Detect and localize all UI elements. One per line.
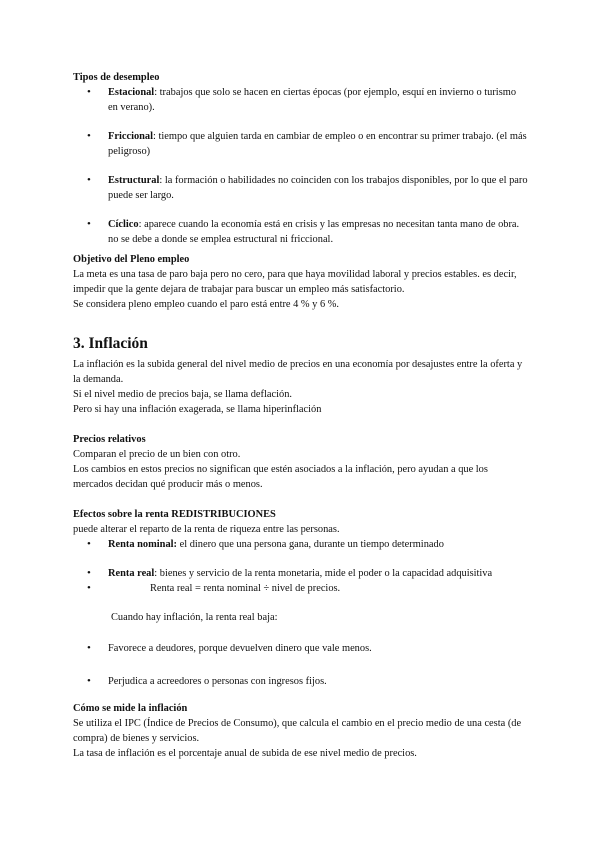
paragraph: Comparan el precio de un bien con otro. [73, 449, 241, 460]
term: Estructural [108, 175, 160, 186]
term: Estacional [108, 87, 155, 98]
document-page [73, 70, 528, 761]
term: Renta real [108, 568, 155, 579]
consequence: Favorece a deudores, porque devuelven dinero que vale menos. [108, 643, 372, 654]
paragraph: La tasa de inflación es el porcentaje anual de subida de ese nivel medio de precios. [73, 748, 417, 759]
paragraph: La meta es una tasa de paro baja pero no cero, para que haya movilidad laboral y precios estables. es decir, impedir que la gente dejara de trabajar para buscar un empleo más satisfactorio. [73, 269, 517, 295]
definition: : tiempo que alguien tarda en cambiar de empleo o en encontrar su primer trabajo. (el más peligroso) [108, 131, 527, 157]
paragraph: Se utiliza el IPC (Índice de Precios de Consumo), que calcula el cambio en el precio medio de una cesta (de compra) de bienes y servicios. [73, 718, 522, 744]
list-item [73, 641, 528, 656]
paragraph: La inflación es la subida general del nivel medio de precios en una economía por desajustes entre la oferta y la demanda. [73, 359, 523, 385]
spacer [73, 115, 528, 129]
paragraph: Si el nivel medio de precios baja, se llama deflación. [73, 389, 292, 400]
list-item [73, 85, 528, 115]
term: Renta nominal: [108, 539, 177, 550]
spacer [73, 552, 528, 566]
heading-medicion: Cómo se mide la inflación [73, 703, 188, 714]
definition: : bienes y servicio de la renta monetaria, mide el poder o la capacidad adquisitiva [154, 568, 493, 579]
spacer [73, 203, 528, 217]
definition: el dinero que una persona gana, durante un tiempo determinado [177, 539, 444, 550]
consequence: Perjudica a acreedores o personas con ingresos fijos. [108, 676, 327, 687]
efectos-list [73, 537, 528, 596]
list-item [73, 537, 528, 552]
definition: : trabajos que solo se hacen en ciertas épocas (por ejemplo, esquí en invierno o turismo en verano). [108, 87, 517, 113]
term: Friccional [108, 131, 154, 142]
heading-efectos-renta: Efectos sobre la renta REDISTRIBUCIONES [73, 509, 276, 520]
formula: Renta real = renta nominal ÷ nivel de precios. [150, 583, 341, 594]
list-item [73, 173, 528, 203]
section-title-inflacion: 3. Inflación [73, 335, 148, 352]
definition: : la formación o habilidades no coinciden con los trabajos disponibles, por lo que el paro puede ser largo. [108, 175, 528, 201]
desempleo-list [73, 85, 528, 247]
paragraph: Pero si hay una inflación exagerada, se llama hiperinflación [73, 404, 322, 415]
spacer [73, 159, 528, 173]
paragraph: puede alterar el reparto de la renta de riqueza entre las personas. [73, 524, 340, 535]
spacer [73, 656, 528, 674]
heading-precios-relativos: Precios relativos [73, 434, 146, 445]
consequences-list [73, 641, 528, 689]
heading-tipos-desempleo: Tipos de desempleo [73, 72, 160, 83]
paragraph: Se considera pleno empleo cuando el paro está entre 4 % y 6 %. [73, 299, 340, 310]
list-item [73, 674, 528, 689]
list-item [73, 129, 528, 159]
list-item [73, 217, 528, 247]
heading-pleno-empleo: Objetivo del Pleno empleo [73, 254, 190, 265]
term: Cíclico [108, 219, 139, 230]
definition: : aparece cuando la economía está en crisis y las empresas no necesitan tanta mano de obra. no se debe a donde se emplea estructural ni friccional. [108, 219, 520, 245]
list-item [73, 566, 528, 581]
formula-item [73, 581, 528, 596]
note-renta-real: Cuando hay inflación, la renta real baja: [111, 612, 278, 623]
paragraph: Los cambios en estos precios no significan que estén asociados a la inflación, pero ayudan a que los mercados decidan qué producir más o menos. [73, 464, 488, 490]
